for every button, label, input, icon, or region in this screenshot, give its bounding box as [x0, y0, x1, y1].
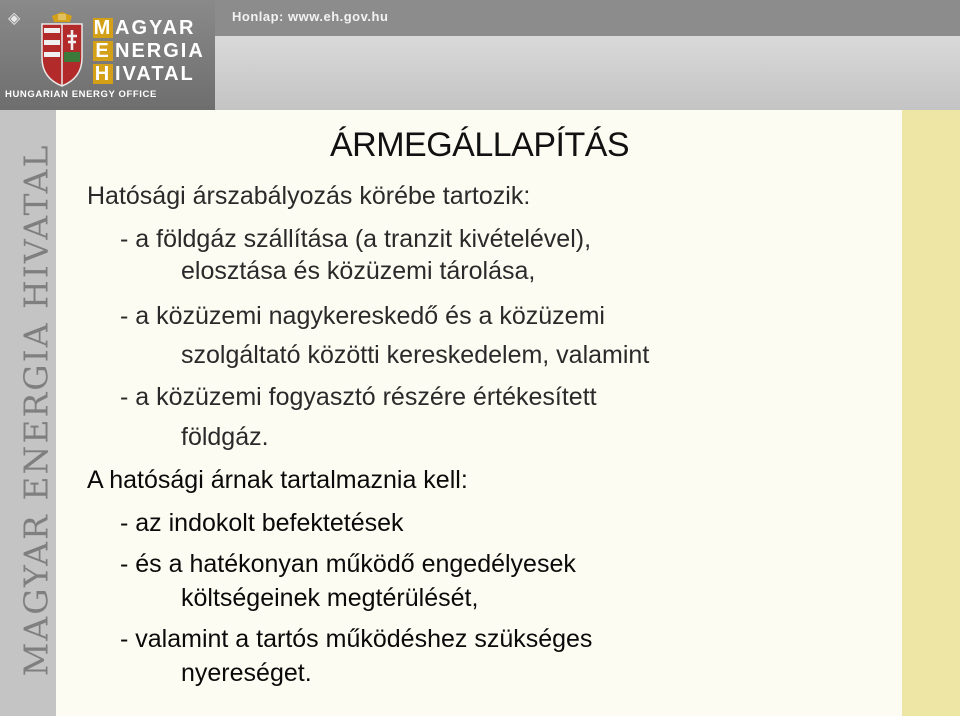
continuation-line-distribution: elosztása és közüzemi tárolása,	[181, 257, 536, 285]
bullet-line-investments: - az indokolt befektetések	[120, 509, 404, 537]
bullet-line-transport: - a földgáz szállítása (a tranzit kivételével),	[120, 225, 592, 253]
bullet-line-wholesale: - a közüzemi nagykereskedő és a közüzemi	[120, 302, 605, 330]
logo-line-energia	[93, 41, 205, 61]
heading-line-price-content: A hatósági árnak tartalmaznia kell:	[87, 466, 468, 494]
slide-title: ÁRMEGÁLLAPÍTÁS	[330, 126, 630, 164]
right-accent-band	[902, 110, 960, 716]
logo-initial-m: M	[93, 17, 113, 39]
homepage-url[interactable]: Honlap: www.eh.gov.hu	[232, 9, 389, 24]
header-light-strip	[215, 36, 960, 110]
logo-subtitle: HUNGARIAN ENERGY OFFICE	[5, 89, 157, 100]
continuation-line-costs: költségeinek megtérülését,	[181, 584, 479, 612]
bullet-line-licensees: - és a hatékonyan működő engedélyesek	[120, 550, 576, 578]
logo-initial-e: E	[93, 41, 113, 61]
coat-of-arms-icon	[38, 12, 86, 88]
continuation-line-gas: földgáz.	[181, 423, 269, 451]
continuation-line-profit: nyereséget.	[181, 659, 312, 687]
vertical-side-logo: MAGYAR ENERGIA HIVATAL	[16, 143, 56, 677]
bullet-line-consumer: - a közüzemi fogyasztó részére értékesített	[120, 383, 597, 411]
logo-rest-agyar: AGYAR	[115, 17, 196, 39]
logo-line-magyar	[93, 18, 195, 38]
diamond-icon: ◈	[8, 10, 21, 27]
logo-line-hivatal	[93, 64, 195, 84]
continuation-line-trade: szolgáltató közötti kereskedelem, valamint	[181, 341, 650, 369]
heading-line-regulation: Hatósági árszabályozás körébe tartozik:	[87, 182, 531, 210]
logo-rest-ivatal: IVATAL	[115, 63, 195, 85]
logo-initial-h: H	[94, 63, 112, 85]
logo-rest-nergia: NERGIA	[115, 40, 205, 62]
bullet-line-operation: - valamint a tartós működéshez szükséges	[120, 625, 593, 653]
energy-office-logo	[0, 0, 215, 110]
